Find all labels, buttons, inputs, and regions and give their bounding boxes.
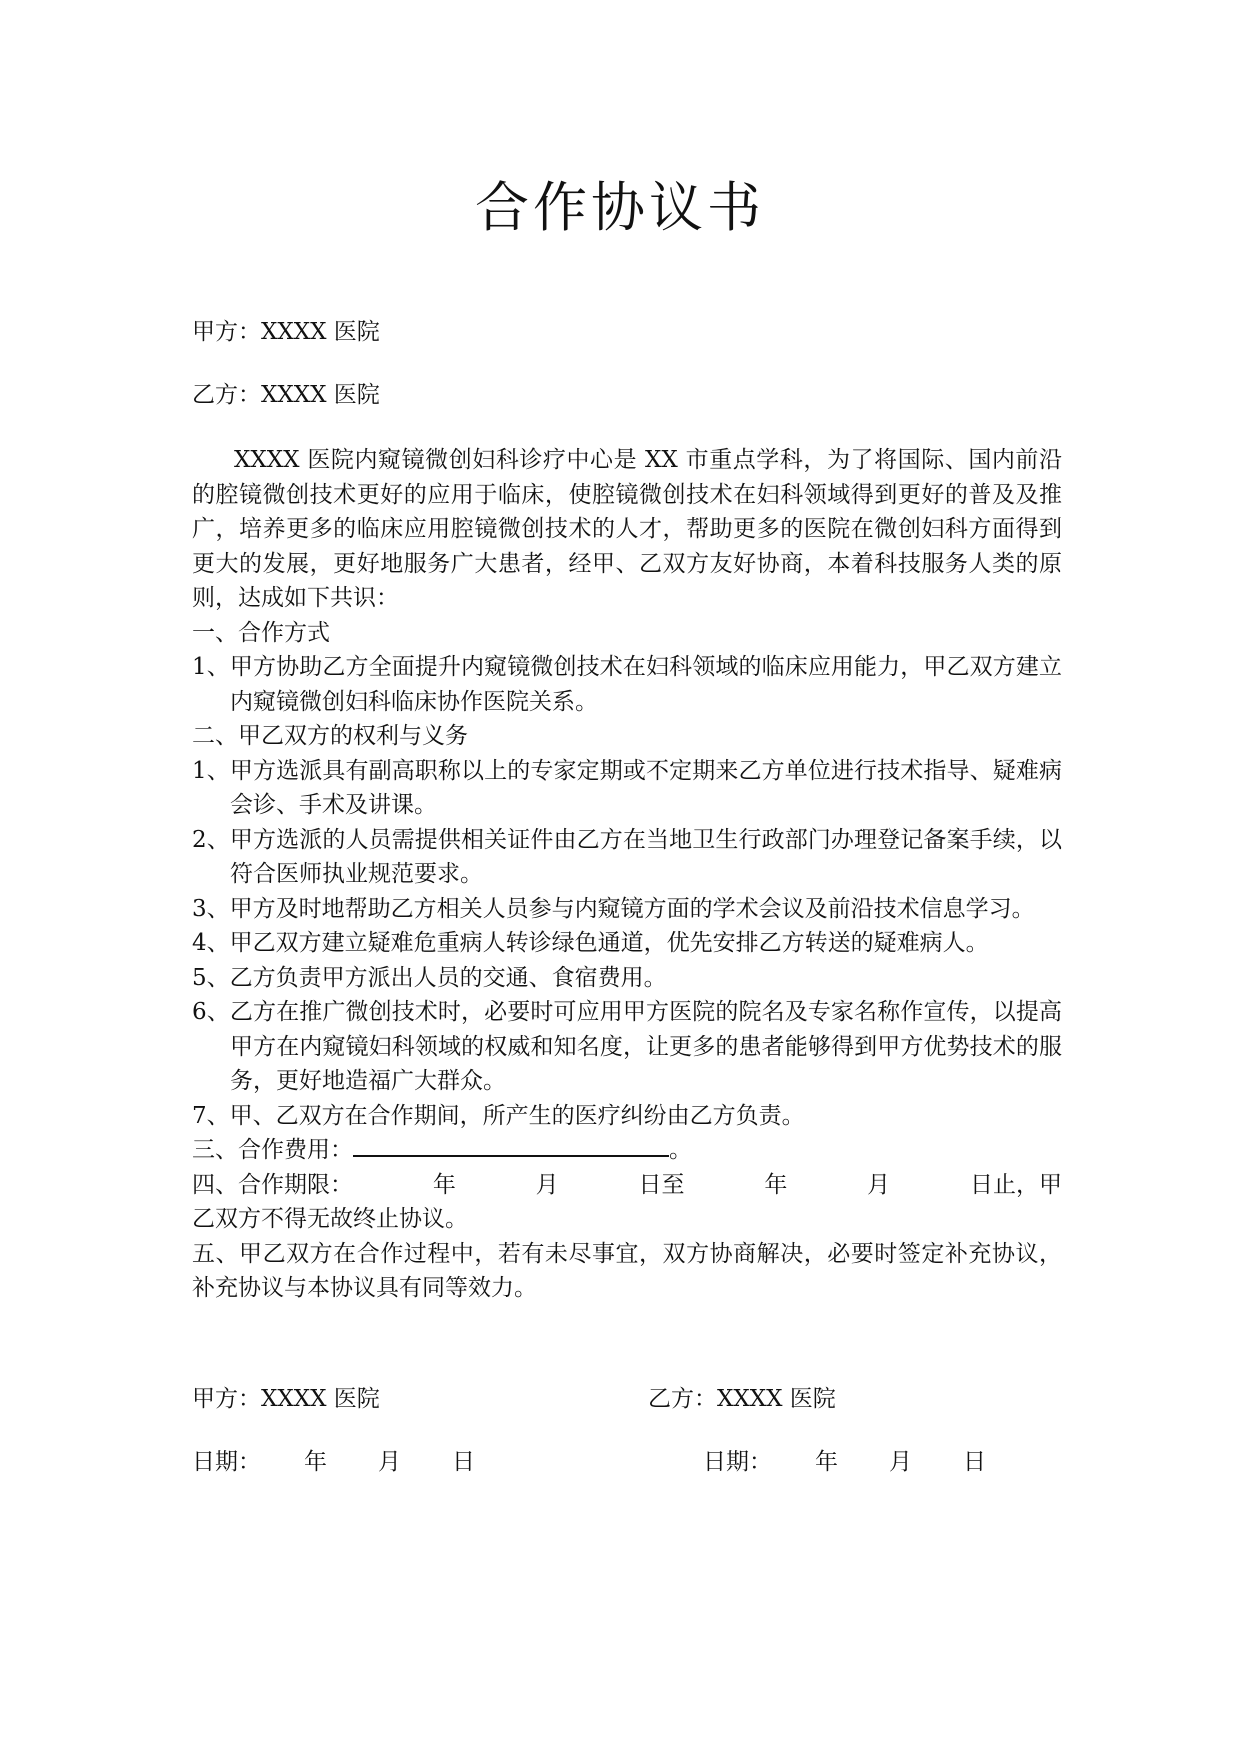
signature-date-party-a	[192, 1445, 475, 1479]
fee-end-mark: 。	[669, 1137, 692, 1163]
term-start-month-label: 月	[535, 1171, 559, 1198]
intro-paragraph: XXXX 医院内窥镜微创妇科诊疗中心是 XX 市重点学科，为了将国际、国内前沿的腔镜微创技术更好的应用于临床，使腔镜微创技术在妇科领域得到更好的普及及推广，培养更多的临床应用腔镜微创技术的人才，帮助更多的医院在微创妇科方面得到更大的发展，更好地服务广大患者，经甲、乙双方友好协商，本着科技服务人类的原则，达成如下共识：	[192, 447, 1062, 611]
date-month-label: 月	[889, 1449, 912, 1475]
term-label: 四、合作期限：	[192, 1171, 353, 1198]
section-heading-rights-obligations: 二、甲乙双方的权利与义务	[192, 723, 468, 749]
date-label: 日期：	[703, 1449, 772, 1475]
section-supplementary: 五、甲乙双方在合作过程中，若有未尽事宜，双方协商解决，必要时签定补充协议，补充协议与本协议具有同等效力。	[192, 1240, 1062, 1301]
signature-date-party-b	[703, 1445, 986, 1479]
fee-blank-line	[353, 1133, 669, 1157]
term-end-year-label: 年	[764, 1171, 788, 1198]
clause-item: 4、甲乙双方建立疑难危重病人转诊绿色通道，优先安排乙方转送的疑难病人。	[192, 930, 989, 956]
signature-party-b: 乙方：XXXX 医院	[648, 1386, 836, 1412]
party-b-line: 乙方：XXXX 医院	[192, 382, 380, 408]
term-start-year-label: 年	[432, 1171, 456, 1198]
document-title: 合作协议书	[475, 176, 765, 239]
section-cooperation-fee	[192, 1133, 1062, 1168]
term-end-day-label: 日止，甲	[969, 1171, 1062, 1198]
clause-item: 3、甲方及时地帮助乙方相关人员参与内窥镜方面的学术会议及前沿技术信息学习。	[192, 895, 1035, 922]
term-end-month-label: 月	[867, 1171, 891, 1198]
term-continuation: 乙双方不得无故终止协议。	[192, 1206, 468, 1232]
clause-item: 5、乙方负责甲方派出人员的交通、食宿费用。	[192, 964, 667, 991]
date-year-label: 年	[304, 1449, 327, 1475]
clause-item: 2、甲方选派的人员需提供相关证件由乙方在当地卫生行政部门办理登记备案手续，以符合医师执业规范要求。	[192, 826, 1062, 887]
fee-label: 三、合作费用：	[192, 1137, 353, 1163]
section-cooperation-term	[192, 1168, 1062, 1203]
section-heading-cooperation-mode: 一、合作方式	[192, 619, 330, 646]
date-day-label: 日	[963, 1449, 986, 1475]
clause-item: 7、甲、乙双方在合作期间，所产生的医疗纠纷由乙方负责。	[192, 1102, 805, 1129]
party-a-line: 甲方：XXXX 医院	[192, 319, 380, 345]
term-start-day-label: 日至	[638, 1171, 685, 1198]
agreement-body	[192, 443, 1062, 1306]
clause-item: 1、甲方选派具有副高职称以上的专家定期或不定期来乙方单位进行技术指导、疑难病会诊、手术及讲课。	[192, 757, 1062, 818]
date-label: 日期：	[192, 1449, 261, 1475]
clause-item: 1、甲方协助乙方全面提升内窥镜微创技术在妇科领域的临床应用能力，甲乙双方建立内窥镜微创妇科临床协作医院关系。	[192, 654, 1062, 715]
signature-party-a: 甲方：XXXX 医院	[192, 1386, 380, 1412]
clause-item: 6、乙方在推广微创技术时，必要时可应用甲方医院的院名及专家名称作宣传，以提高甲方在内窥镜妇科领域的权威和知名度，让更多的患者能够得到甲方优势技术的服务，更好地造福广大群众。	[192, 999, 1062, 1094]
date-year-label: 年	[815, 1449, 838, 1475]
date-day-label: 日	[452, 1449, 475, 1475]
date-month-label: 月	[378, 1449, 401, 1475]
